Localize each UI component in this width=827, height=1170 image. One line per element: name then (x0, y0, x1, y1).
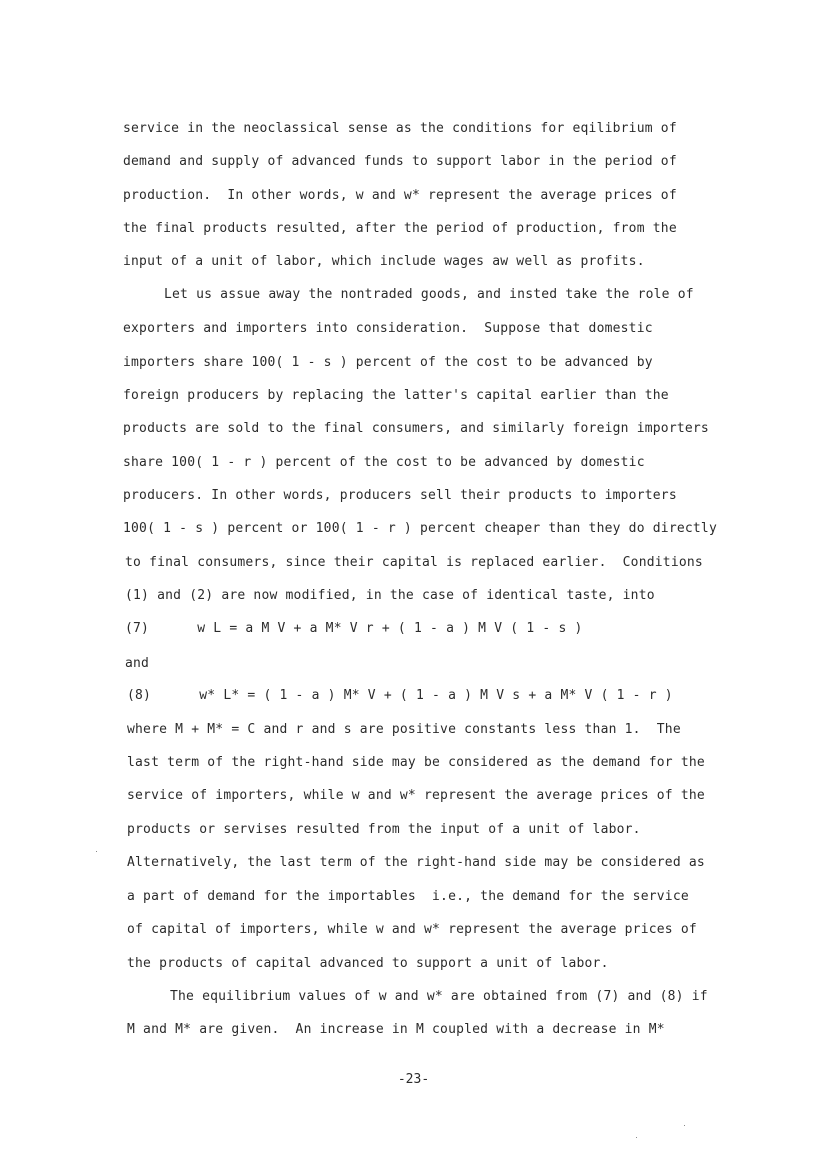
text-line: the final products resulted, after the period of production, from the (123, 221, 677, 236)
text-line: the products of capital advanced to support a unit of labor. (127, 956, 609, 971)
scan-speck (684, 1125, 685, 1126)
text-line: products are sold to the final consumers, and similarly foreign importers (123, 421, 709, 436)
scan-speck (96, 851, 97, 852)
text-line: of capital of importers, while w and w* represent the average prices of (127, 922, 697, 937)
text-line: foreign producers by replacing the latter's capital earlier than the (123, 388, 669, 403)
text-line: M and M* are given. An increase in M coupled with a decrease in M* (127, 1022, 665, 1037)
text-line: Alternatively, the last term of the right-hand side may be considered as (127, 855, 705, 870)
scan-speck (636, 1137, 637, 1138)
text-line: service of importers, while w and w* represent the average prices of the (127, 788, 705, 803)
text-line: and (125, 656, 150, 671)
page-number: -23- (397, 1072, 430, 1087)
text-line: share 100( 1 - r ) percent of the cost to be advanced by domestic (123, 455, 645, 470)
text-line: to final consumers, since their capital is replaced earlier. Conditions (125, 555, 703, 570)
text-line: The equilibrium values of w and w* are obtained from (7) and (8) if (170, 989, 708, 1004)
text-line: (1) and (2) are now modified, in the case of identical taste, into (125, 588, 655, 603)
text-line: where M + M* = C and r and s are positive constants less than 1. The (127, 722, 681, 737)
text-line: demand and supply of advanced funds to support labor in the period of (123, 154, 677, 169)
equation-7: (7) w L = a M V + a M* V r + ( 1 - a ) M V ( 1 - s ) (125, 621, 583, 636)
text-line: input of a unit of labor, which include wages aw well as profits. (123, 254, 645, 269)
equation-8: (8) w* L* = ( 1 - a ) M* V + ( 1 - a ) M V s + a M* V ( 1 - r ) (127, 688, 673, 703)
text-line: a part of demand for the importables i.e., the demand for the service (127, 889, 689, 904)
text-line: Let us assue away the nontraded goods, and insted take the role of (164, 287, 694, 302)
text-line: importers share 100( 1 - s ) percent of the cost to be advanced by (123, 355, 653, 370)
text-line: service in the neoclassical sense as the conditions for eqilibrium of (123, 121, 677, 136)
text-line: production. In other words, w and w* represent the average prices of (123, 188, 677, 203)
text-line: producers. In other words, producers sell their products to importers (123, 488, 677, 503)
text-line: 100( 1 - s ) percent or 100( 1 - r ) percent cheaper than they do directly (123, 521, 717, 536)
text-line: last term of the right-hand side may be considered as the demand for the (127, 755, 705, 770)
text-line: products or servises resulted from the input of a unit of labor. (127, 822, 641, 837)
text-line: exporters and importers into consideration. Suppose that domestic (123, 321, 653, 336)
